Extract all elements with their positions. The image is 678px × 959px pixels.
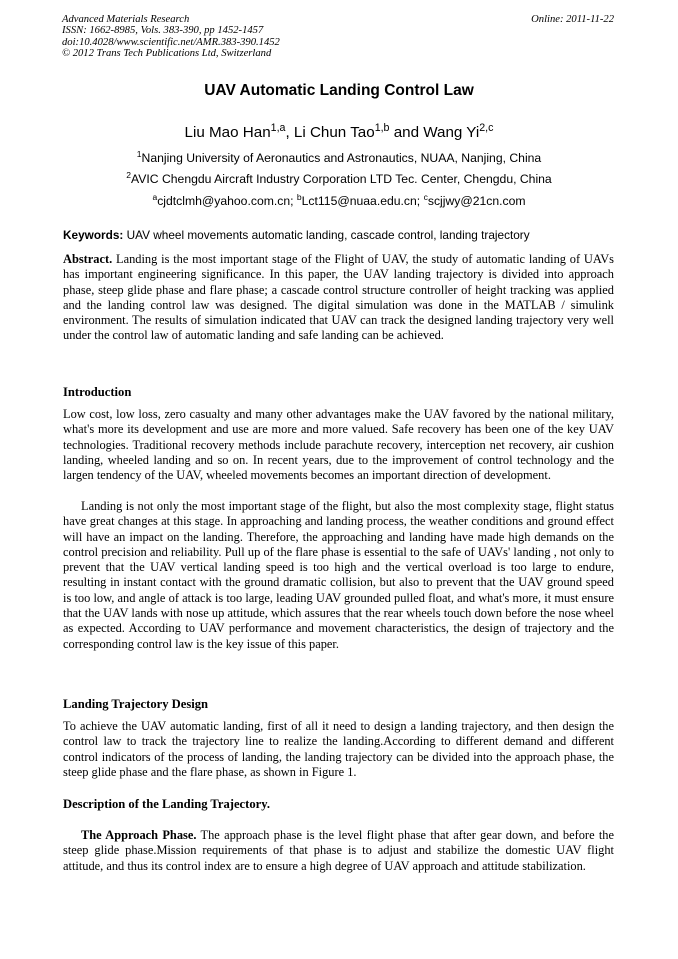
abstract-label: Abstract. xyxy=(63,252,113,266)
email-line xyxy=(0,191,678,208)
author-separator: , xyxy=(285,124,294,141)
author-name: Liu Mao Han xyxy=(184,124,271,141)
subsection-heading-description: Description of the Landing Trajectory. xyxy=(63,797,270,811)
affiliation-superscript: 1 xyxy=(136,148,142,159)
approach-phase-paragraph xyxy=(63,828,614,874)
affiliation-text: AVIC Chengdu Aircraft Industry Corporation LTD Tec. Center, Chengdu, China xyxy=(131,172,552,186)
issn-line: ISSN: 1662-8985, Vols. 383-390, pp 1452-1457 xyxy=(62,25,264,37)
author-name: Li Chun Tao xyxy=(293,124,375,141)
doi-line: doi:10.4028/www.scientific.net/AMR.383-390.1452 xyxy=(62,36,280,48)
email-address: scjjwy@21cn.com xyxy=(427,194,526,208)
section-heading-introduction: Introduction xyxy=(63,385,132,399)
email-address: Lct115@nuaa.edu.cn; xyxy=(301,194,424,208)
author-separator: and xyxy=(389,124,424,141)
author-superscript: 1,a xyxy=(270,121,286,134)
abstract-text: Landing is the most important stage of the Flight of UAV, the study of automatic landing of UAVs has important engineering significance. In this paper, the UAV landing trajectory is divided into approach phase, steep glide phase and flare phase; a cascade control structure controller of height tracking was applied and the landing control law was designed. The digital simulation was done in the MATLAB / simulink environment. The results of simulation indicated that UAV can track the designed landing trajectory very well under the control law of automatic landing and safe landing can be achieved. xyxy=(63,252,614,343)
affiliation-text: Nanjing University of Aeronautics and Astronautics, NUAA, Nanjing, China xyxy=(141,151,542,165)
email-superscript: a xyxy=(152,191,158,202)
author-name: Wang Yi xyxy=(423,124,480,141)
intro-paragraph-2: Landing is not only the most important stage of the flight, but also the most complexity stage, flight status have great changes at this stage. In approaching and landing process, the weather conditions and ground effect will have an impact on the landing. Therefore, the approaching and landing have made high demands on the control precision and reliability. Pull up of the flare phase is essential to the safe of UAVs' landing , not only to prevent that the UAV vertical landing speed is too high and the vertical overload is too large to endure, resulting in instant contact with the ground dramatic collision, but also to prevent that the UAV ground speed is too low, and angle of attack is too large, leading UAV grounded pulled float, and what's more, it must ensure that the UAV lands with nose up attitude, which assures that the rear wheels touch down before the nose wheel as expected. According to UAV performance and movement characteristics, the design of trajectory and the corresponding control law is the key issue of this paper. xyxy=(63,499,614,651)
affiliation-1 xyxy=(0,148,678,165)
author-superscript: 1,b xyxy=(374,121,390,134)
affiliation-2 xyxy=(0,169,678,186)
copyright-line: © 2012 Trans Tech Publications Ltd, Switzerland xyxy=(62,48,272,60)
email-superscript: b xyxy=(296,191,302,202)
author-list xyxy=(0,121,678,141)
approach-phase-text: The approach phase is the level flight phase that after gear down, and before the steep glide phase.Mission requirements of that phase is to adjust and stabilize the domestic UAV flight attitude, and thus its control index are to ensure a high degree of UAV approach and attitude stabilization. xyxy=(63,828,614,873)
section-heading-landing-trajectory-design: Landing Trajectory Design xyxy=(63,697,209,711)
affiliation-superscript: 2 xyxy=(126,169,132,180)
author-superscript: 2,c xyxy=(479,121,494,134)
email-address: cjdtclmh@yahoo.com.cn; xyxy=(157,194,297,208)
journal-name: Advanced Materials Research xyxy=(62,14,190,25)
approach-phase-label: The Approach Phase. xyxy=(81,828,197,842)
journal-header xyxy=(62,14,614,60)
email-superscript: c xyxy=(423,191,428,202)
online-date: Online: 2011-11-22 xyxy=(531,14,614,25)
intro-paragraph-1: Low cost, low loss, zero casualty and many other advantages make the UAV favored by the national military, what's more its development and use are more and more valued. Safe recovery has been one of the key UAV technologies. Traditional recovery methods include parachute recovery, interception net recovery, air cushion landing, wheeled landing and so on. In recent years, due to the improvement of control technology and the largen tendency of the UAV, wheeled movements becomes an important direction of development. xyxy=(63,407,614,483)
keywords-text: UAV wheel movements automatic landing, cascade control, landing trajectory xyxy=(123,228,530,242)
paper-title: UAV Automatic Landing Control Law xyxy=(204,82,474,99)
keywords-label: Keywords: xyxy=(63,228,124,242)
keywords xyxy=(63,228,615,242)
landing-trajectory-paragraph: To achieve the UAV automatic landing, first of all it need to design a landing trajectory, and then design the control law to track the trajectory line to realize the landing.According to different demand and different control indicators of the process of landing, the landing trajectory can be divided into the approach phase, the steep glide phase and the flare phase, as shown in Figure 1. xyxy=(63,719,614,779)
abstract-paragraph xyxy=(63,252,614,344)
